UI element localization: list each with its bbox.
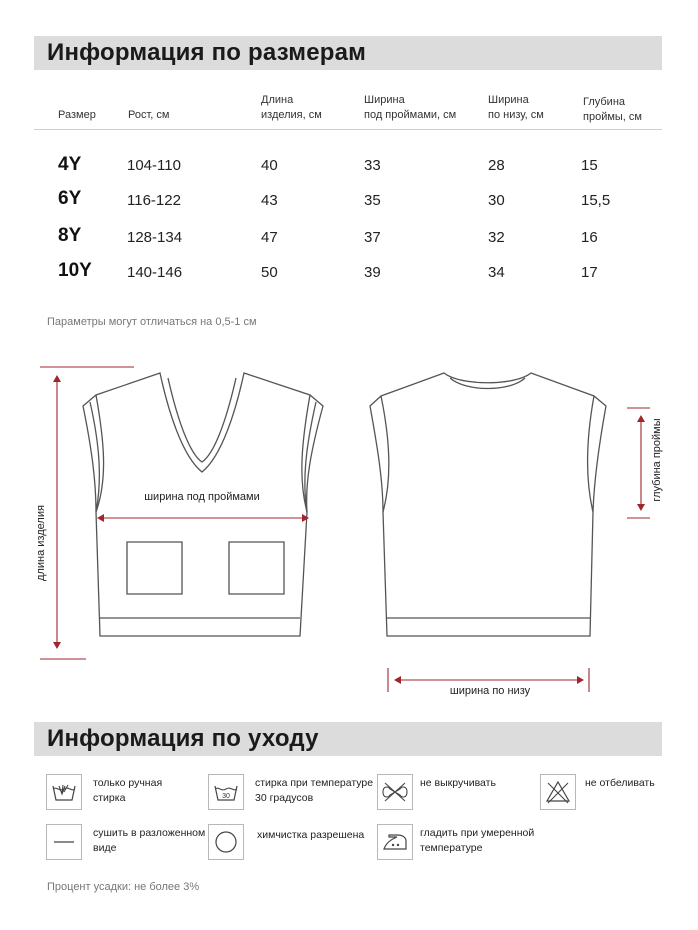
height-value: 116-122 — [127, 192, 181, 209]
bottom-value: 32 — [488, 229, 505, 246]
column-header-armhole — [583, 95, 642, 125]
column-header-chest — [364, 93, 456, 123]
length-measure-guides — [40, 367, 134, 659]
no-wring-icon — [377, 774, 413, 810]
wash-30-text-line1: стирка при температуре — [255, 777, 374, 789]
column-header-bottom-line1: Ширина — [488, 94, 529, 106]
iron-medium-icon — [377, 824, 413, 860]
hand-wash-text-line2: стирка — [93, 792, 126, 804]
care-section-header — [34, 722, 662, 756]
column-header-height: Рост, см — [128, 109, 170, 121]
column-header-length-line1: Длина — [261, 94, 294, 106]
garment-measurement-diagram — [0, 350, 698, 710]
iron-medium-text — [420, 826, 534, 856]
dry-flat-text — [93, 826, 205, 856]
vest-front-drawing — [83, 373, 323, 636]
column-header-length-line2: изделия, см — [261, 109, 322, 121]
shrinkage-note: Процент усадки: не более 3% — [47, 881, 200, 893]
wash-30-badge: 30 — [222, 793, 230, 800]
hand-wash-text-line1: только ручная — [93, 777, 163, 789]
chest-value: 39 — [364, 264, 381, 281]
length-label: длина изделия — [35, 505, 47, 581]
hand-wash-icon — [46, 774, 82, 810]
size-label: 6Y — [58, 188, 82, 209]
bottom-value: 34 — [488, 264, 505, 281]
no-bleach-icon — [540, 774, 576, 810]
bottom-value: 30 — [488, 192, 505, 209]
armhole-measure-guides — [627, 408, 650, 518]
length-value: 50 — [261, 264, 278, 281]
no-bleach-text-line1: не отбеливать — [585, 777, 655, 789]
iron-medium-text-line1: гладить при умеренной — [420, 827, 535, 839]
sizes-section-header — [34, 36, 662, 70]
height-value: 128-134 — [127, 229, 183, 246]
armhole-value: 17 — [581, 264, 598, 281]
column-header-armhole-line1: Глубина — [583, 96, 626, 108]
iron-medium-text-line2: температуре — [420, 842, 483, 854]
bottom-value: 28 — [488, 157, 505, 174]
wash-30-text-line2: 30 градусов — [255, 792, 314, 804]
height-value: 140-146 — [127, 264, 183, 281]
no-wring-text-line1: не выкручивать — [420, 777, 496, 789]
no-wring-text — [420, 776, 496, 791]
chest-value: 37 — [364, 229, 381, 246]
column-header-chest-line2: под проймами, см — [364, 109, 457, 121]
size-label: 4Y — [58, 154, 82, 175]
care-section-title: Информация по уходу — [47, 725, 319, 752]
dry-clean-icon — [208, 824, 244, 860]
size-label: 8Y — [58, 225, 82, 246]
height-value: 104-110 — [127, 157, 181, 174]
armhole-label: глубина проймы — [651, 418, 663, 502]
armhole-value: 15 — [581, 157, 598, 174]
armhole-value: 15,5 — [581, 192, 611, 209]
table-header-divider — [34, 129, 662, 130]
armhole-value: 16 — [581, 229, 598, 246]
sizes-section-title: Информация по размерам — [47, 39, 367, 66]
column-header-bottom-line2: по низу, см — [488, 109, 544, 121]
dry-flat-icon — [46, 824, 82, 860]
dry-flat-text-line1: сушить в разложенном — [93, 827, 206, 839]
column-header-armhole-line2: проймы, см — [583, 111, 642, 123]
bottom-label: ширина по низу — [449, 685, 531, 697]
dry-flat-text-line2: виде — [93, 842, 117, 854]
hand-wash-text — [93, 776, 162, 806]
size-tolerance-note: Параметры могут отличаться на 0,5-1 см — [47, 316, 257, 328]
chest-label: ширина под проймами — [144, 491, 260, 503]
wash-30-text — [255, 776, 373, 806]
vest-back-drawing — [370, 373, 606, 636]
dry-clean-text-line1: химчистка разрешена — [257, 829, 365, 841]
column-header-size: Размер — [58, 109, 96, 121]
column-header-chest-line1: Ширина — [364, 94, 405, 106]
chest-value: 35 — [364, 192, 381, 209]
dry-clean-text — [257, 828, 364, 843]
no-bleach-text — [585, 776, 655, 791]
column-header-bottom — [488, 93, 544, 123]
wash-30-icon — [208, 774, 244, 810]
size-label: 10Y — [58, 260, 92, 281]
length-value: 40 — [261, 157, 278, 174]
length-value: 47 — [261, 229, 278, 246]
chest-value: 33 — [364, 157, 381, 174]
column-header-length — [261, 93, 322, 123]
length-value: 43 — [261, 192, 278, 209]
